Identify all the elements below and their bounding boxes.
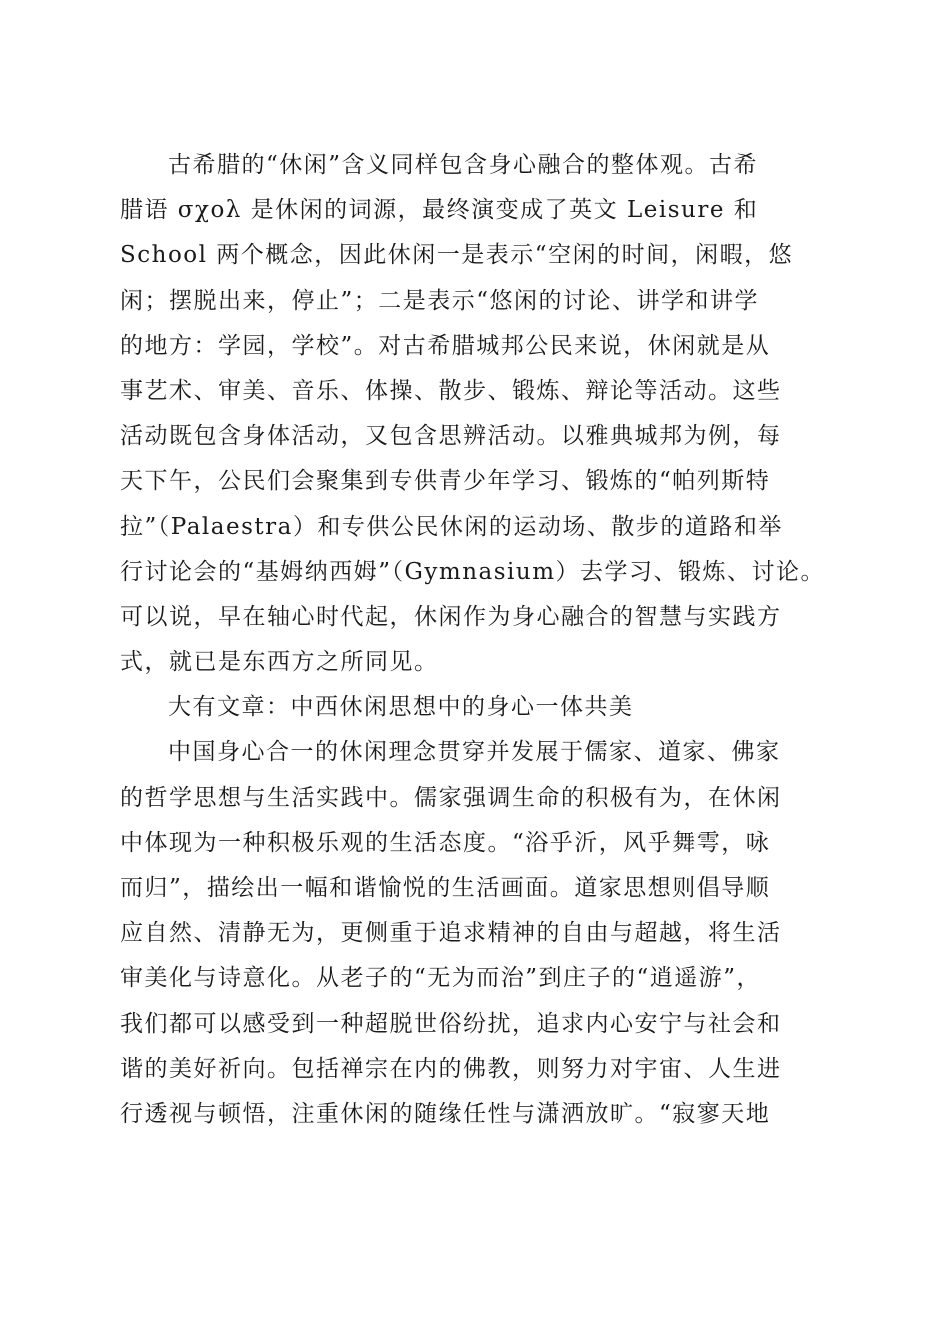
text-line: 中国身心合一的休闲理念贯穿并发展于儒家、道家、佛家 <box>168 739 781 766</box>
text-line: 天下午，公民们会聚集到专供青少年学习、锻炼的“帕列斯特 <box>120 468 771 495</box>
text-line: 谐的美好祈向。包括禅宗在内的佛教，则努力对宇宙、人生进 <box>120 1055 782 1082</box>
text-line: 的哲学思想与生活实践中。儒家强调生命的积极有为，在休闲 <box>120 784 782 811</box>
text-line: 的地方：学园，学校”。对古希腊城邦公民来说，休闲就是从 <box>120 332 771 359</box>
text-line: 我们都可以感受到一种超脱世俗纷扰，追求内心安宁与社会和 <box>120 1010 782 1037</box>
section-heading: 大有文章：中西休闲思想中的身心一体共美 <box>168 694 634 721</box>
text-line: 中体现为一种积极乐观的生活态度。“浴乎沂，风乎舞雩，咏 <box>120 829 771 856</box>
text-line: 拉”（Palaestra）和专供公民休闲的运动场、散步的道路和举 <box>120 513 783 540</box>
text-line: School 两个概念，因此休闲一是表示“空闲的时间，闲暇，悠 <box>120 242 794 269</box>
text-line: 而归”，描绘出一幅和谐愉悦的生活画面。道家思想则倡导顺 <box>120 875 771 901</box>
text-line: 活动既包含身体活动，又包含思辨活动。以雅典城邦为例，每 <box>120 423 782 450</box>
text-line: 可以说，早在轴心时代起，休闲作为身心融合的智慧与实践方 <box>120 603 782 630</box>
text-line: 式，就已是东西方之所同见。 <box>120 649 439 676</box>
text-line: 古希腊的“休闲”含义同样包含身心融合的整体观。古希 <box>168 152 759 178</box>
text-line: 腊语 σχολ 是休闲的词源，最终演变成了英文 Leisure 和 <box>120 197 759 224</box>
text-line: 审美化与诗意化。从老子的“无为而治”到庄子的“逍遥游”， <box>120 965 762 992</box>
text-line: 应自然、清静无为，更侧重于追求精神的自由与超越，将生活 <box>120 920 782 947</box>
text-line: 行透视与顿悟，注重休闲的随缘任性与潇洒放旷。“寂寥天地 <box>120 1100 771 1127</box>
text-line: 行讨论会的“基姆纳西姆”（Gymnasium）去学习、锻炼、讨论。 <box>120 558 825 585</box>
text-line: 事艺术、审美、音乐、体操、散步、锻炼、辩论等活动。这些 <box>120 377 782 404</box>
text-line: 闲；摆脱出来，停止”；二是表示“悠闲的讨论、讲学和讲学 <box>120 287 760 314</box>
body-text <box>120 143 860 1137</box>
